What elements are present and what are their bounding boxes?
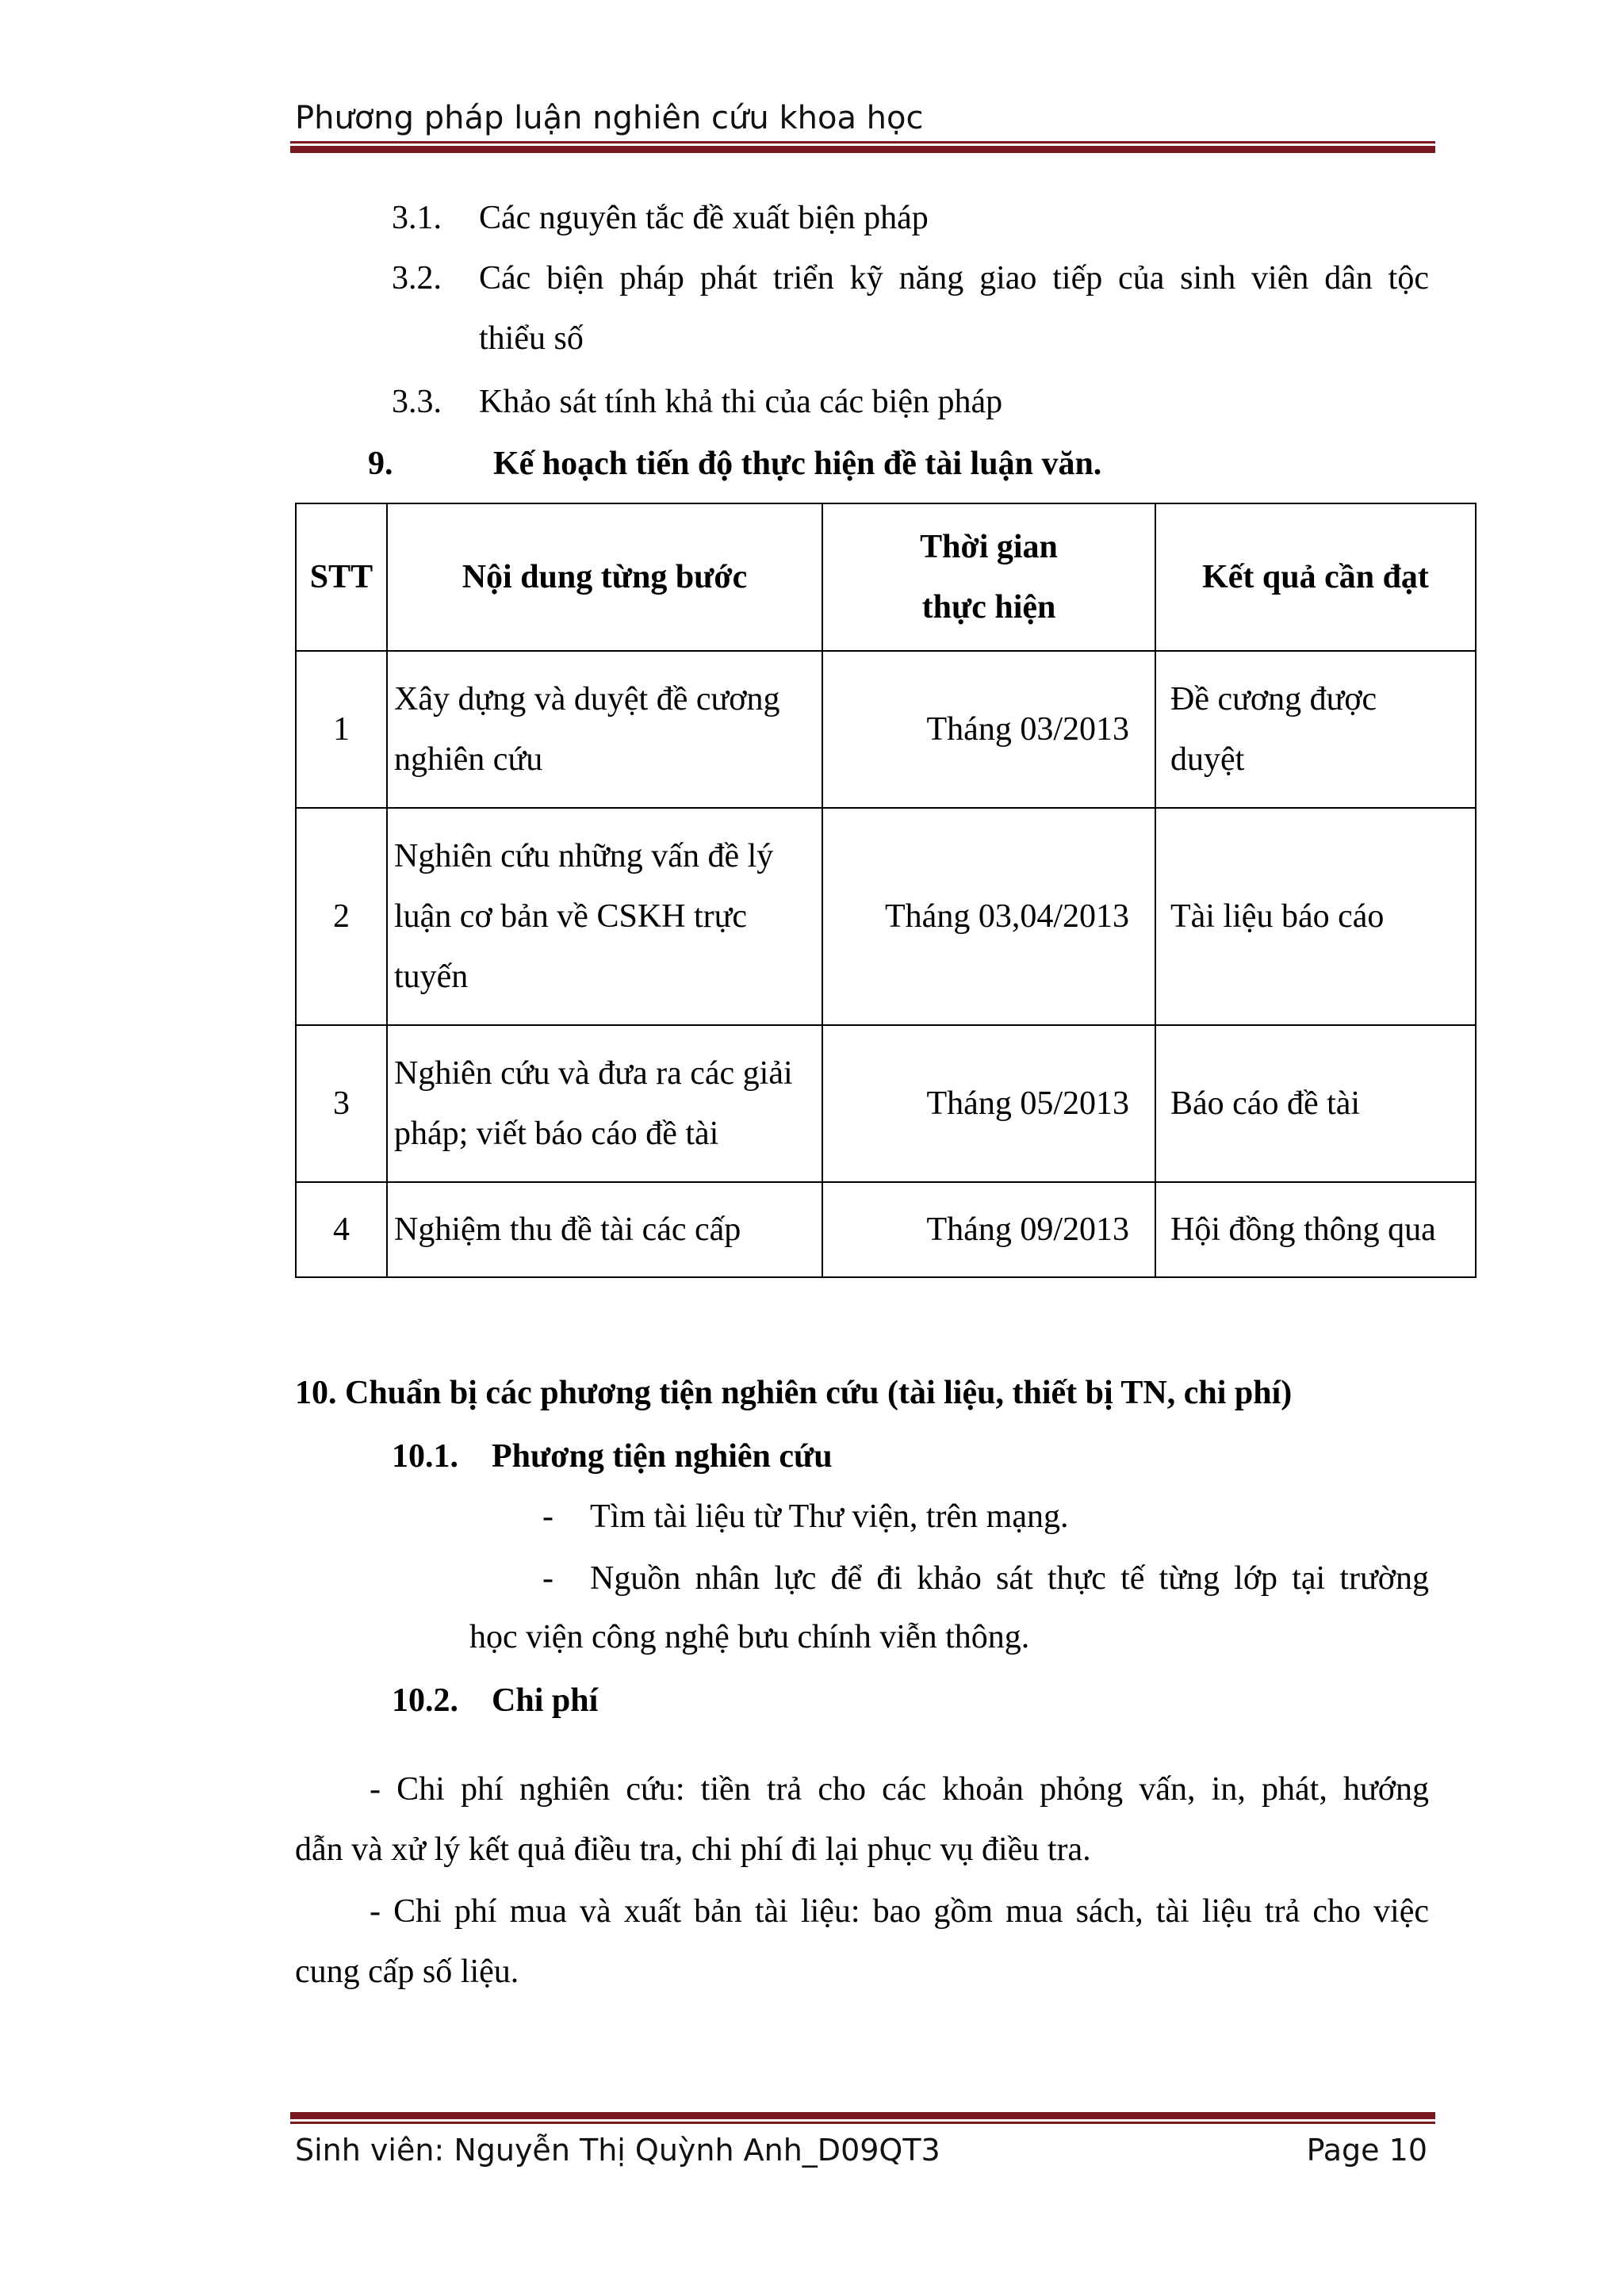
section-10-1-title: Phương tiện nghiên cứu: [492, 1438, 833, 1475]
row-result-line: Tài liệu báo cáo: [1170, 898, 1385, 935]
bullet-dash: -: [542, 1498, 553, 1535]
cost-paragraph-1-cont: dẫn và xử lý kết quả điều tra, chi phí đi lại phục vụ điều tra.: [295, 1831, 1091, 1868]
header-time-line2: thực hiện: [921, 589, 1056, 626]
row-content-line: Nghiên cứu những vấn đề lý: [394, 838, 774, 874]
row-result-line: Báo cáo đề tài: [1170, 1085, 1361, 1122]
row-stt: 3: [296, 1025, 387, 1182]
item-3-1-number: 3.1.: [392, 200, 442, 236]
table-row: [296, 651, 1476, 808]
cost-paragraph-2-cont: cung cấp số liệu.: [295, 1954, 519, 1990]
row-content-line: nghiên cứu: [394, 741, 543, 778]
header-rule-thick: [290, 146, 1435, 153]
page-header-title: Phương pháp luận nghiên cứu khoa học: [295, 100, 924, 136]
cost-paragraph-1: - Chi phí nghiên cứu: tiền trả cho các khoản phỏng vấn, in, phát, hướng: [370, 1771, 1429, 1808]
header-stt: STT: [296, 503, 387, 651]
footer-student: Sinh viên: Nguyễn Thị Quỳnh Anh_D09QT3: [295, 2133, 940, 2168]
bullet-dash: -: [542, 1560, 553, 1597]
item-3-2-text: Các biện pháp phát triển kỹ năng giao tiếp của sinh viên dân tộc: [479, 260, 1429, 297]
row-content-line: Nghiệm thu đề tài các cấp: [394, 1211, 741, 1248]
row-time: Tháng 05/2013: [822, 1025, 1155, 1182]
header-time: [822, 503, 1155, 651]
row-result-line: Hội đồng thông qua: [1170, 1211, 1436, 1248]
item-3-2-text-cont: thiểu số: [479, 320, 584, 357]
section-9-title: Kế hoạch tiến độ thực hiện đề tài luận văn.: [493, 446, 1102, 482]
item-3-1-text: Các nguyên tắc đề xuất biện pháp: [479, 200, 929, 236]
item-3-3-number: 3.3.: [392, 384, 442, 420]
table-header-row: [296, 503, 1476, 651]
bullet-text: Tìm tài liệu từ Thư viện, trên mạng.: [590, 1498, 1069, 1535]
row-time: Tháng 09/2013: [822, 1182, 1155, 1277]
cost-paragraph-2: - Chi phí mua và xuất bản tài liệu: bao gồm mua sách, tài liệu trả cho việc: [370, 1893, 1429, 1930]
row-result-line: Đề cương được: [1170, 681, 1377, 718]
section-10-2-number: 10.2.: [392, 1682, 458, 1719]
header-rule-thin: [290, 141, 1435, 144]
row-content-line: Xây dựng và duyệt đề cương: [394, 681, 780, 718]
row-time: Tháng 03,04/2013: [822, 808, 1155, 1025]
footer-rule-thin: [290, 2122, 1435, 2124]
row-stt: 4: [296, 1182, 387, 1277]
bullet-text-cont: học viện công nghệ bưu chính viễn thông.: [469, 1619, 1030, 1655]
table-row: [296, 1025, 1476, 1182]
section-10-title: 10. Chuẩn bị các phương tiện nghiên cứu (tài liệu, thiết bị TN, chi phí): [295, 1375, 1293, 1411]
row-result-line: duyệt: [1170, 741, 1245, 778]
footer-rule-thick: [290, 2112, 1435, 2119]
header-result: Kết quả cần đạt: [1155, 503, 1476, 651]
row-content-line: pháp; viết báo cáo đề tài: [394, 1115, 719, 1152]
row-content-line: luận cơ bản về CSKH trực: [394, 898, 748, 935]
header-content: Nội dung từng bước: [387, 503, 822, 651]
row-content-line: tuyến: [394, 959, 469, 995]
section-10-2-title: Chi phí: [492, 1682, 599, 1719]
bullet-text: Nguồn nhân lực để đi khảo sát thực tế từng lớp tại trường: [590, 1560, 1429, 1597]
item-3-3-text: Khảo sát tính khả thi của các biện pháp: [479, 384, 1003, 420]
row-content-line: Nghiên cứu và đưa ra các giải: [394, 1055, 793, 1092]
header-time-line1: Thời gian: [920, 529, 1058, 565]
section-9-number: 9.: [368, 446, 393, 482]
table-row: [296, 808, 1476, 1025]
item-3-2-number: 3.2.: [392, 260, 442, 297]
row-stt: 1: [296, 651, 387, 808]
section-10-1-number: 10.1.: [392, 1438, 458, 1475]
page-number: Page 10: [1306, 2133, 1427, 2168]
schedule-table: [295, 503, 1477, 1278]
table-row: [296, 1182, 1476, 1277]
row-stt: 2: [296, 808, 387, 1025]
row-time: Tháng 03/2013: [822, 651, 1155, 808]
